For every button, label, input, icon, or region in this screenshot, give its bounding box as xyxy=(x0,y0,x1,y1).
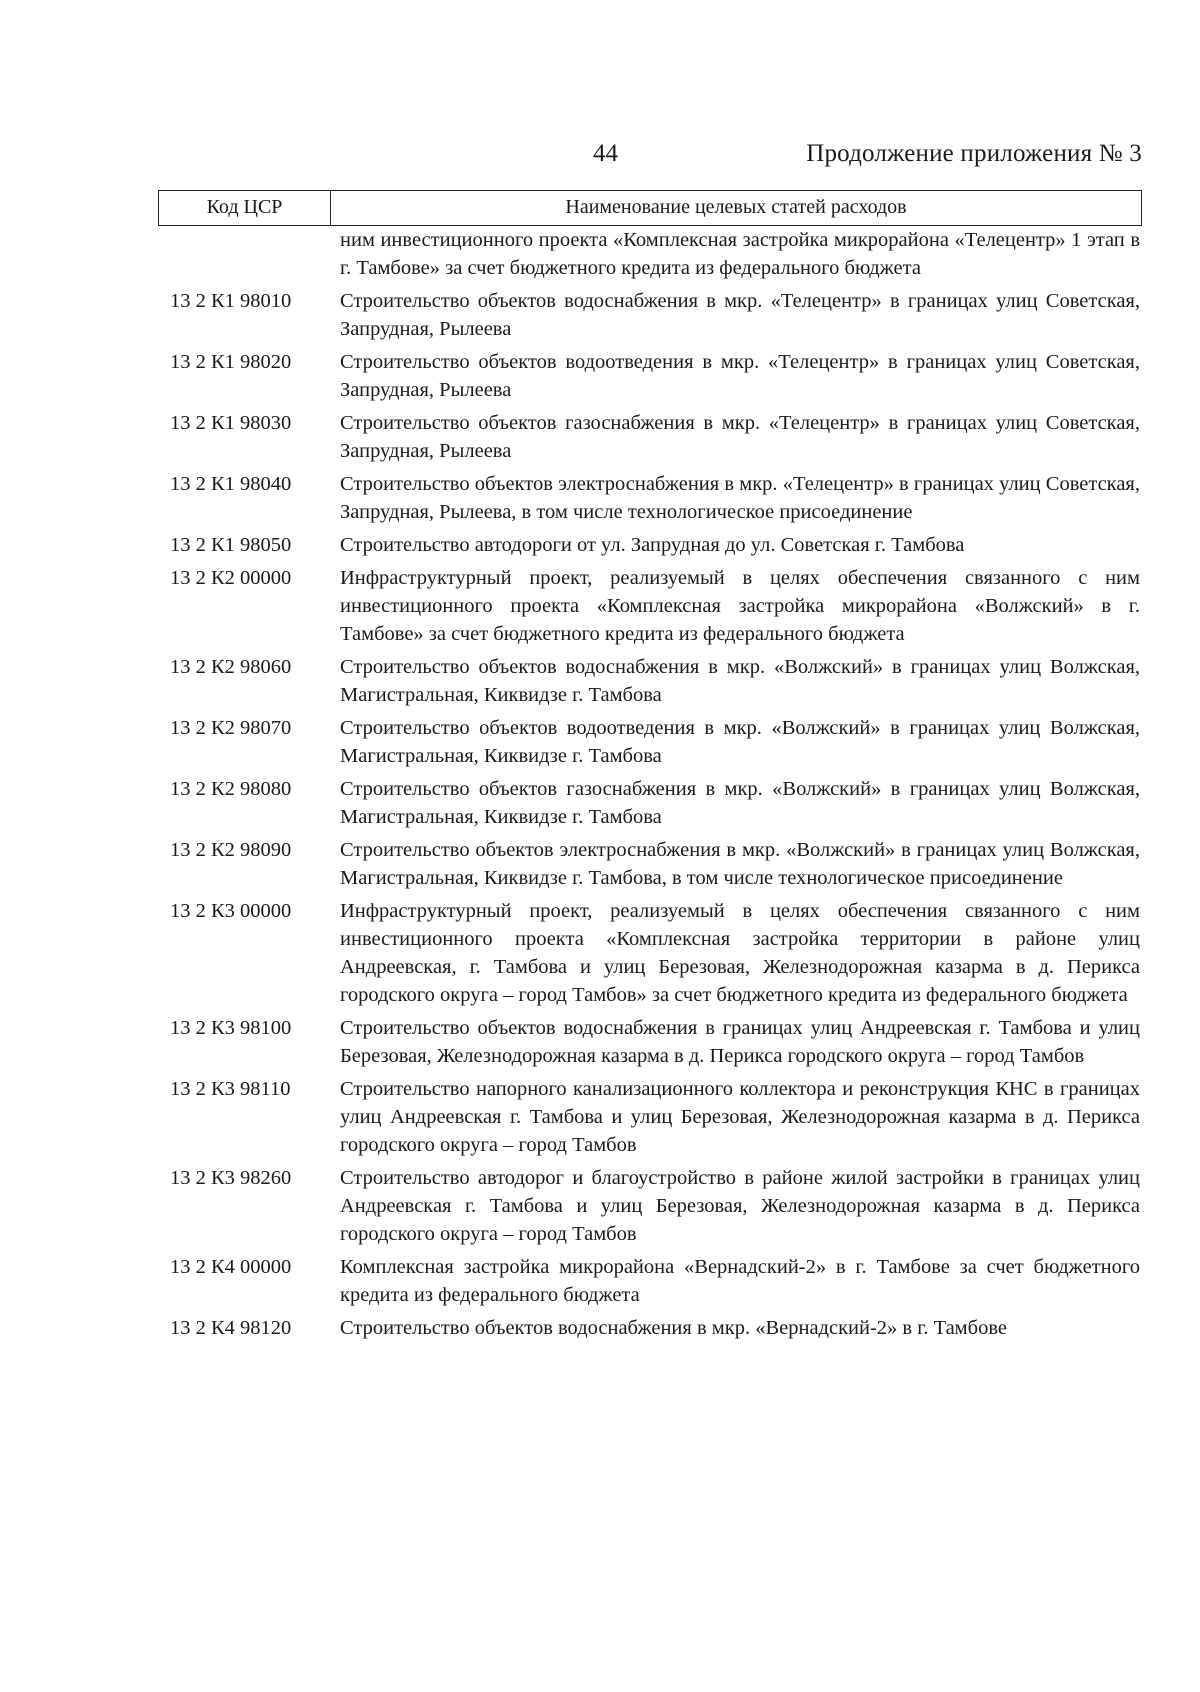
row-code: 13 2 К1 98040 xyxy=(170,473,292,495)
row-name: Инфраструктурный проект, реализуемый в целях обеспечения связанного с ним инвестиционного проекта «Комплексная застройка микрорайона «Волжский» в г. Тамбове» за счет бюджетного кредита из федерального бюджета xyxy=(340,567,1140,645)
row-name: Строительство объектов газоснабжения в мкр. «Телецентр» в границах улиц Советская, Запрудная, Рылеева xyxy=(340,412,1140,462)
table-row xyxy=(0,409,1200,465)
row-code: 13 2 К3 00000 xyxy=(170,900,292,922)
row-code: 13 2 К3 98110 xyxy=(170,1078,291,1100)
table-row xyxy=(0,531,1200,559)
appendix-continuation-title: Продолжение приложения № 3 xyxy=(806,140,1142,167)
row-code: 13 2 К4 98120 xyxy=(170,1317,292,1339)
row-name: Строительство объектов водоснабжения в мкр. «Вернадский-2» в г. Тамбове xyxy=(340,1317,1007,1339)
row-name: Строительство объектов водоотведения в мкр. «Телецентр» в границах улиц Советская, Запрудная, Рылеева xyxy=(340,351,1140,401)
row-name: Строительство напорного канализационного коллектора и реконструкция КНС в границах улиц Андреевская г. Тамбова и улиц Березовая, Железнодорожная казарма в д. Перикса городского округа – город Тамбов xyxy=(340,1078,1140,1156)
table-row xyxy=(0,653,1200,709)
row-name: ним инвестиционного проекта «Комплексная застройка микрорайона «Телецентр» 1 этап в г. Тамбове» за счет бюджетного кредита из федерального бюджета xyxy=(340,229,1140,279)
row-name: Комплексная застройка микрорайона «Вернадский-2» в г. Тамбове за счет бюджетного кредита из федерального бюджета xyxy=(340,1256,1140,1306)
row-code: 13 2 К3 98100 xyxy=(170,1017,292,1039)
column-header-name: Наименование целевых статей расходов xyxy=(565,196,907,218)
row-code: 13 2 К2 00000 xyxy=(170,567,292,589)
row-name: Строительство объектов водоснабжения в границах улиц Андреевская г. Тамбова и улиц Березовая, Железнодорожная казарма в д. Перикса городского округа – город Тамбов xyxy=(340,1017,1140,1067)
table-body xyxy=(0,226,1200,1347)
row-code xyxy=(170,226,322,282)
row-code: 13 2 К2 98080 xyxy=(170,778,292,800)
column-header-code: Код ЦСР xyxy=(159,191,331,225)
row-code: 13 2 К2 98070 xyxy=(170,717,292,739)
row-code: 13 2 К1 98050 xyxy=(170,534,292,556)
table-row xyxy=(0,287,1200,343)
row-name: Инфраструктурный проект, реализуемый в целях обеспечения связанного с ним инвестиционного проекта «Комплексная застройка территории в районе улиц Андреевская, г. Тамбова и улиц Березовая, Железнодорожная казарма в д. Перикса городского округа – город Тамбов» за счет бюджетного кредита из федерального бюджета xyxy=(340,900,1140,1006)
table-row xyxy=(0,775,1200,831)
row-name: Строительство объектов газоснабжения в мкр. «Волжский» в границах улиц Волжская, Магистральная, Киквидзе г. Тамбова xyxy=(340,778,1140,828)
table-row xyxy=(0,1164,1200,1248)
table-row xyxy=(0,1253,1200,1309)
row-code: 13 2 К1 98010 xyxy=(170,290,292,312)
table-row xyxy=(0,714,1200,770)
table-row xyxy=(0,470,1200,526)
row-code: 13 2 К4 00000 xyxy=(170,1256,292,1278)
table-header xyxy=(158,190,1142,226)
row-code: 13 2 К2 98060 xyxy=(170,656,292,678)
table-row xyxy=(0,226,1200,282)
row-name: Строительство объектов электроснабжения в мкр. «Волжский» в границах улиц Волжская, Магистральная, Киквидзе г. Тамбова, в том числе технологическое присоединение xyxy=(340,839,1140,889)
row-name: Строительство объектов водоотведения в мкр. «Волжский» в границах улиц Волжская, Магистральная, Киквидзе г. Тамбова xyxy=(340,717,1140,767)
row-name: Строительство автодорог и благоустройство в районе жилой застройки в границах улиц Андреевская г. Тамбова и улиц Березовая, Железнодорожная казарма в д. Перикса городского округа – город Тамбов xyxy=(340,1167,1140,1245)
table-row xyxy=(0,897,1200,1009)
row-name: Строительство объектов водоснабжения в мкр. «Волжский» в границах улиц Волжская, Магистральная, Киквидзе г. Тамбова xyxy=(340,656,1140,706)
row-name: Строительство объектов электроснабжения в мкр. «Телецентр» в границах улиц Советская, Запрудная, Рылеева, в том числе технологическое присоединение xyxy=(340,473,1140,523)
row-name: Строительство объектов водоснабжения в мкр. «Телецентр» в границах улиц Советская, Запрудная, Рылеева xyxy=(340,290,1140,340)
row-code: 13 2 К1 98030 xyxy=(170,412,292,434)
page-header xyxy=(0,140,1200,180)
table-row xyxy=(0,836,1200,892)
table-row xyxy=(0,1075,1200,1159)
page-number: 44 xyxy=(593,140,618,167)
table-row xyxy=(0,348,1200,404)
row-code: 13 2 К3 98260 xyxy=(170,1167,292,1189)
row-name: Строительство автодороги от ул. Запрудная до ул. Советская г. Тамбова xyxy=(340,534,965,556)
row-code: 13 2 К2 98090 xyxy=(170,839,292,861)
table-row xyxy=(0,1314,1200,1342)
row-code: 13 2 К1 98020 xyxy=(170,351,292,373)
table-row xyxy=(0,564,1200,648)
table-row xyxy=(0,1014,1200,1070)
